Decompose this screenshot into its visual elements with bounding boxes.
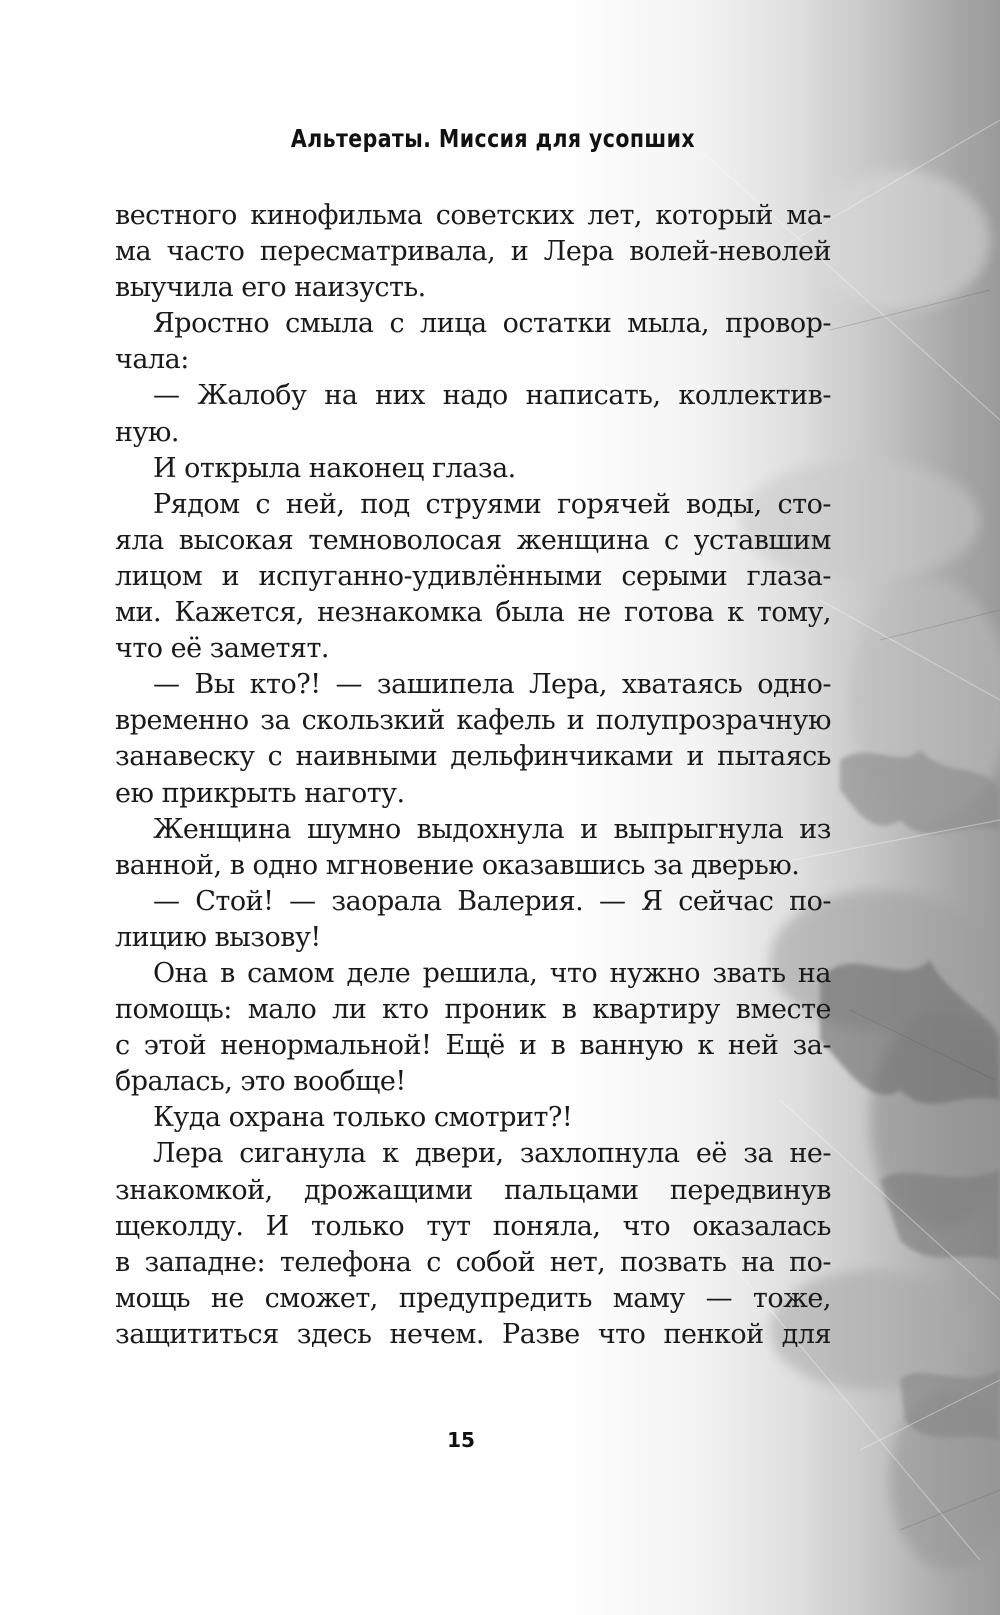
- text-line: ею прикрыть наготу.: [115, 777, 405, 809]
- body-text: [115, 198, 831, 1353]
- text-line: вестного кинофильма советских лет, который ма-: [115, 200, 831, 231]
- text-line: Лера сиганула к двери, захлопнула её за не-: [153, 1138, 831, 1170]
- running-head: Альтераты. Миссия для усопших: [290, 124, 696, 153]
- text-line: щеколду. И только тут поняла, что оказалась: [115, 1210, 831, 1242]
- text-line: занавеску с наивными дельфинчиками и пытаясь: [115, 741, 831, 773]
- text-line: временно за скользкий кафель и полупрозрачную: [115, 705, 831, 737]
- text-line: в западне: телефона с собой нет, позвать на по-: [115, 1246, 831, 1278]
- text-line: с этой ненормальной! Ещё и в ванную к ней за-: [115, 1030, 831, 1062]
- text-line: ма часто пересматривала, и Лера волей-неволей: [115, 236, 831, 268]
- text-line: — Стой! — заорала Валерия. — Я сейчас по-: [153, 885, 831, 917]
- text-line: чала:: [115, 344, 189, 376]
- text-line: — Жалобу на них надо написать, коллектив-: [153, 380, 831, 412]
- text-line: Она в самом деле решила, что нужно звать на: [153, 957, 831, 989]
- text-line: защититься здесь нечем. Разве что пенкой для: [115, 1318, 831, 1350]
- text-line: ную.: [115, 416, 179, 448]
- text-line: бралась, это вообще!: [115, 1066, 406, 1098]
- text-line: ми. Кажется, незнакомка была не готова к тому,: [115, 597, 831, 629]
- text-line: Женщина шумно выдохнула и выпрыгнула из: [153, 813, 831, 845]
- text-line: Рядом с ней, под струями горячей воды, сто-: [153, 488, 831, 520]
- text-line: ванной, в одно мгновение оказавшись за дверью.: [115, 849, 800, 881]
- text-line: выучила его наизусть.: [115, 272, 426, 304]
- text-line: что её заметят.: [115, 633, 329, 665]
- text-line: И открыла наконец глаза.: [153, 452, 516, 484]
- text-line: мощь не сможет, предупредить маму — тоже,: [115, 1282, 831, 1314]
- text-line: Яростно смыла с лица остатки мыла, провор-: [153, 308, 831, 340]
- text-line: знакомкой, дрожащими пальцами передвинув: [115, 1174, 831, 1206]
- text-line: помощь: мало ли кто проник в квартиру вместе: [115, 994, 831, 1026]
- text-line: — Вы кто?! — зашипела Лера, хватаясь одно-: [153, 669, 831, 701]
- page-number: 15: [447, 1428, 475, 1452]
- text-line: Куда охрана только смотрит?!: [153, 1102, 573, 1134]
- text-line: яла высокая темноволосая женщина с уставшим: [115, 524, 831, 556]
- text-line: лицом и испуганно-удивлёнными серыми глаза-: [115, 560, 831, 592]
- text-line: лицию вызову!: [115, 921, 321, 953]
